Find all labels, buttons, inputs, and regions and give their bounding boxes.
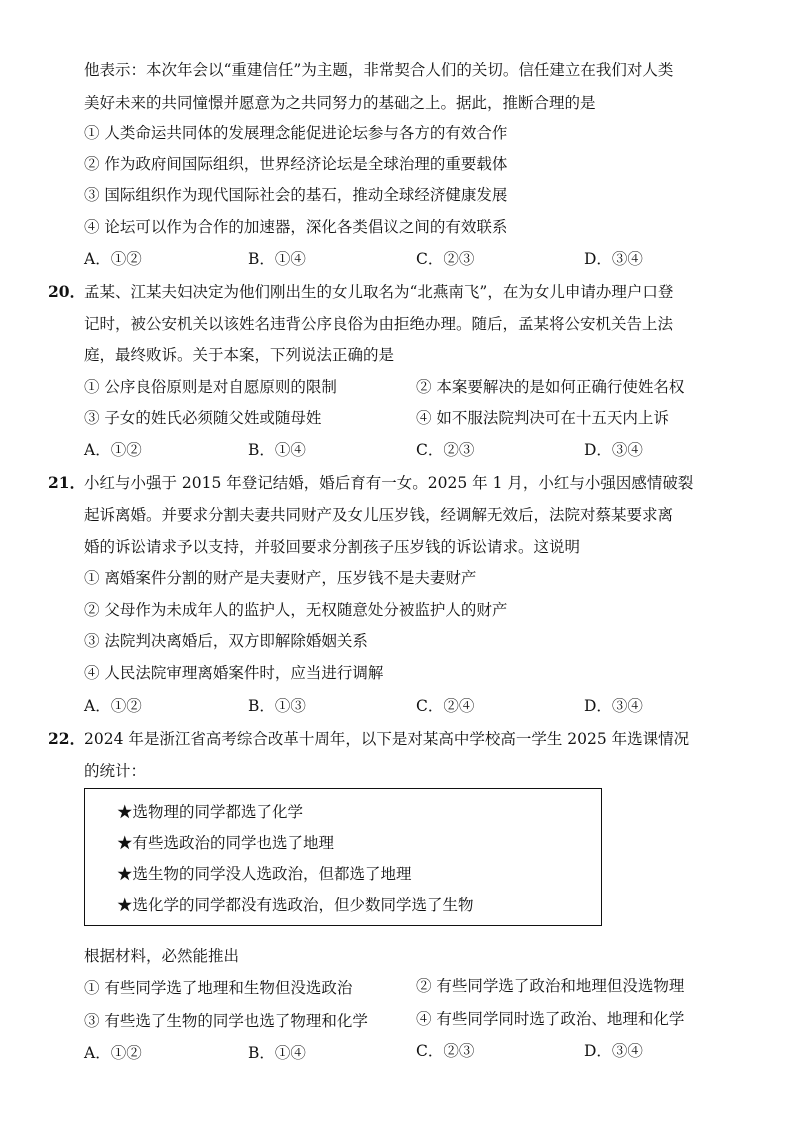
- q19-option-d[interactable]: D．③④: [584, 250, 643, 268]
- q21-number: 21．: [48, 473, 86, 492]
- q19-item-1: ① 人类命运共同体的发展理念能促进论坛参与各方的有效合作: [84, 124, 508, 142]
- q21-stem-line-2: 起诉离婚。并要求分割夫妻共同财产及女儿压岁钱，经调解无效后，法院对蔡某要求离: [84, 506, 674, 524]
- q20-option-c[interactable]: C．②③: [416, 441, 475, 459]
- q20-option-b[interactable]: B．①④: [248, 441, 306, 459]
- q20-option-a[interactable]: A．①②: [84, 441, 142, 459]
- q22-option-a[interactable]: A．①②: [84, 1044, 142, 1062]
- q20-item-2: ② 本案要解决的是如何正确行使姓名权: [416, 378, 685, 396]
- material-statement-3: ★选生物的同学没人选政治，但都选了地理: [117, 865, 412, 883]
- material-statement-4: ★选化学的同学都没有选政治，但少数同学选了生物: [117, 896, 474, 914]
- material-statement-2: ★有些选政治的同学也选了地理: [117, 834, 335, 852]
- q20-stem-line-1: 孟某、江某夫妇决定为他们刚出生的女儿取名为“北燕南飞”，在为女儿申请办理户口登: [84, 283, 674, 301]
- q19-stem-line-1: 他表示：本次年会以“重建信任”为主题，非常契合人们的关切。信任建立在我们对人类: [84, 61, 674, 79]
- material-box: [84, 788, 602, 926]
- q19-item-3: ③ 国际组织作为现代国际社会的基石，推动全球经济健康发展: [84, 186, 508, 204]
- q22-stem-line-1: 2024 年是浙江省高考综合改革十周年，以下是对某高中学校高一学生 2025 年选课情况: [84, 730, 690, 748]
- q20-item-4: ④ 如不服法院判决可在十五天内上诉: [416, 409, 669, 427]
- q21-item-4: ④ 人民法院审理离婚案件时，应当进行调解: [84, 664, 384, 682]
- q21-stem-line-3: 婚的诉讼请求予以支持，并驳回要求分割孩子压岁钱的诉讼请求。这说明: [84, 538, 581, 556]
- q21-option-a[interactable]: A．①②: [84, 697, 142, 715]
- q19-item-2: ② 作为政府间国际组织，世界经济论坛是全球治理的重要载体: [84, 155, 508, 173]
- q22-number: 22．: [48, 729, 86, 748]
- q22-item-4: ④ 有些同学同时选了政治、地理和化学: [416, 1010, 685, 1028]
- q20-item-3: ③ 子女的姓氏必须随父姓或随母姓: [84, 409, 322, 427]
- q22-stem-line-2: 的统计：: [84, 762, 147, 780]
- q22-option-b[interactable]: B．①④: [248, 1044, 306, 1062]
- q20-stem-line-3: 庭，最终败诉。关于本案，下列说法正确的是: [84, 346, 395, 364]
- material-statement-1: ★选物理的同学都选了化学: [117, 803, 304, 821]
- q20-stem-line-2: 记时，被公安机关以该姓名违背公序良俗为由拒绝办理。随后，孟某将公安机关告上法: [84, 315, 674, 333]
- q21-option-c[interactable]: C．②④: [416, 697, 475, 715]
- q21-item-1: ① 离婚案件分割的财产是夫妻财产，压岁钱不是夫妻财产: [84, 569, 477, 587]
- q21-option-d[interactable]: D．③④: [584, 697, 643, 715]
- q21-item-2: ② 父母作为未成年人的监护人，无权随意处分被监护人的财产: [84, 601, 508, 619]
- q19-item-4: ④ 论坛可以作为合作的加速器，深化各类倡议之间的有效联系: [84, 218, 508, 236]
- q20-item-1: ① 公序良俗原则是对自愿原则的限制: [84, 378, 337, 396]
- q22-item-3: ③ 有些选了生物的同学也选了物理和化学: [84, 1012, 368, 1030]
- q20-number: 20．: [48, 282, 86, 301]
- q22-lead: 根据材料，必然能推出: [84, 947, 240, 965]
- q21-stem-line-1: 小红与小强于 2015 年登记结婚，婚后育有一女。2025 年 1 月，小红与小强因感情破裂: [84, 474, 694, 492]
- q19-option-c[interactable]: C．②③: [416, 250, 475, 268]
- q22-option-d[interactable]: D．③④: [584, 1042, 643, 1060]
- q22-item-2: ② 有些同学选了政治和地理但没选物理: [416, 977, 685, 995]
- q20-option-d[interactable]: D．③④: [584, 441, 643, 459]
- q21-item-3: ③ 法院判决离婚后，双方即解除婚姻关系: [84, 632, 368, 650]
- q22-option-c[interactable]: C．②③: [416, 1042, 475, 1060]
- q19-option-b[interactable]: B．①④: [248, 250, 306, 268]
- q22-item-1: ① 有些同学选了地理和生物但没选政治: [84, 979, 353, 997]
- q21-option-b[interactable]: B．①③: [248, 697, 306, 715]
- q19-option-a[interactable]: A．①②: [84, 250, 142, 268]
- q19-stem-line-2: 美好未来的共同憧憬并愿意为之共同努力的基础之上。据此，推断合理的是: [84, 94, 596, 112]
